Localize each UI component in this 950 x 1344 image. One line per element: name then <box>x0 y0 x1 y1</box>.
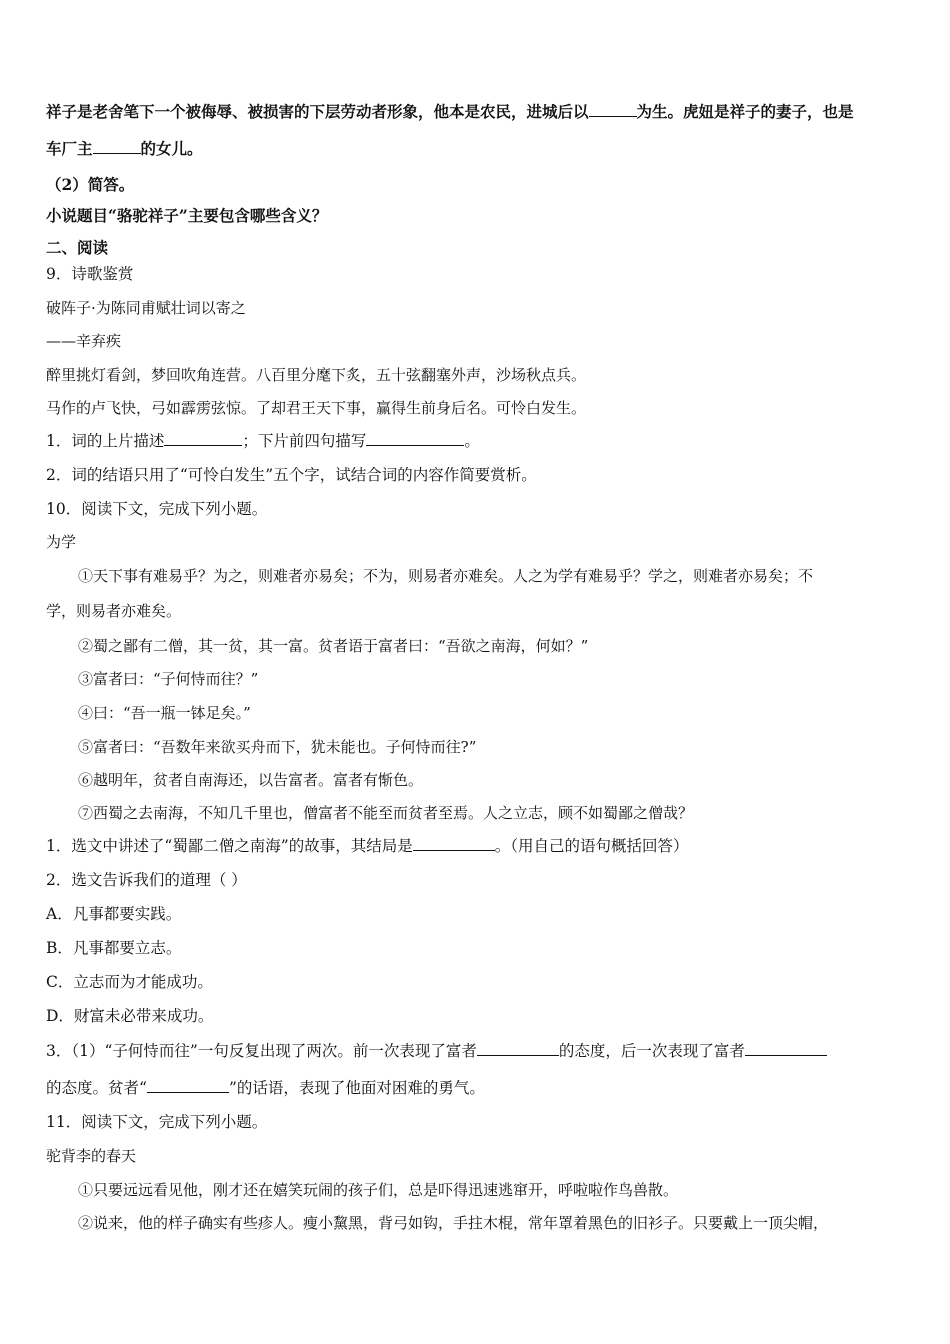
passage-paragraph-3: ③富者曰：“子何恃而往？” <box>78 670 259 688</box>
q10-q3-text-c: 的态度。贫者“ <box>46 1079 147 1097</box>
q8-text-b: 为生。虎妞是祥子的妻子，也是 <box>636 102 854 121</box>
passage-paragraph-7: ⑦西蜀之去南海，不知几千里也，僧富者不能至而贫者至焉。人之立志，顾不如蜀鄙之僧哉？ <box>78 804 694 822</box>
q10-question-3 <box>46 1040 908 1062</box>
poem-line-2: 马作的卢飞快，弓如霹雳弦惊。了却君王天下事，赢得生前身后名。可怜白发生。 <box>46 399 587 417</box>
option-c[interactable]: C．立志而为才能成功。 <box>46 973 213 991</box>
q10-q3-text-d: ”的话语，表现了他面对困难的勇气。 <box>228 1079 485 1097</box>
q8-text-c: 车厂主 <box>46 139 93 158</box>
q11-label: 11．阅读下文，完成下列小题。 <box>46 1113 268 1131</box>
q10-q3-text-b: 的态度，后一次表现了富者 <box>558 1042 745 1060</box>
poem-line-1: 醉里挑灯看剑，梦回吹角连营。八百里分麾下炙，五十弦翻塞外声，沙场秋点兵。 <box>46 366 587 384</box>
passage-paragraph-6: ⑥越明年，贫者自南海还，以告富者。富者有惭色。 <box>78 771 424 789</box>
q10-question-1 <box>46 835 908 857</box>
answer-blank[interactable] <box>147 1078 229 1093</box>
answer-blank[interactable] <box>413 836 495 851</box>
poem-author: ——辛弃疾 <box>46 332 122 350</box>
q10-q1-text-b: 。（用自己的语句概括回答） <box>494 837 689 855</box>
q9-question-2: 2．词的结语只用了“可怜白发生”五个字，试结合词的内容作简要赏析。 <box>46 466 537 484</box>
answer-blank[interactable] <box>589 102 637 117</box>
answer-blank[interactable] <box>477 1041 559 1056</box>
answer-blank[interactable] <box>745 1041 827 1056</box>
q10-q1-text-a: 1．选文中讲述了“蜀鄙二僧之南海”的故事，其结局是 <box>46 837 413 855</box>
answer-blank[interactable] <box>366 431 464 446</box>
q9-label: 9．诗歌鉴赏 <box>46 265 134 283</box>
q9-q1-text-b: ；下片前四句描写 <box>242 432 367 450</box>
section-heading: 二、阅读 <box>46 238 109 257</box>
q10-q3-text-a: 3．（1）“子何恃而往”一句反复出现了两次。前一次表现了富者 <box>46 1042 477 1060</box>
passage-paragraph-1: ①天下事有难易乎？为之，则难者亦易矣；不为，则易者亦难矣。人之为学有难易乎？学之，则难者亦易矣；不 <box>78 567 814 585</box>
q8-text-a: 祥子是老舍笔下一个被侮辱、被损害的下层劳动者形象，他本是农民，进城后以 <box>46 102 589 121</box>
q8-fill-line-1 <box>46 101 908 123</box>
q8-fill-line-2 <box>46 138 908 160</box>
q8-text-d: 的女儿。 <box>140 139 203 158</box>
option-a[interactable]: A．凡事都要实践。 <box>46 905 182 923</box>
option-d[interactable]: D．财富未必带来成功。 <box>46 1007 214 1025</box>
q9-q1-text-a: 1．词的上片描述 <box>46 432 165 450</box>
option-b[interactable]: B．凡事都要立志。 <box>46 939 182 957</box>
story-paragraph-1: ①只要远远看见他，刚才还在嬉笑玩闹的孩子们，总是吓得迅速逃窜开，呼啦啦作鸟兽散。 <box>78 1181 679 1199</box>
passage-paragraph-5: ⑤富者曰：“吾数年来欲买舟而下，犹未能也。子何恃而往?” <box>78 738 477 756</box>
q9-question-1 <box>46 430 908 452</box>
story-paragraph-2: ②说来，他的样子确实有些疹人。瘦小黧黑，背弓如钩，手拄木棍，常年罩着黑色的旧衫子。只要戴上一顶尖帽， <box>78 1214 829 1232</box>
passage-paragraph-4: ④曰：“吾一瓶一钵足矣。” <box>78 704 251 722</box>
q9-q1-text-c: 。 <box>464 432 480 450</box>
passage-paragraph-2: ②蜀之鄙有二僧，其一贫，其一富。贫者语于富者曰：“吾欲之南海，何如？” <box>78 637 589 655</box>
answer-blank[interactable] <box>93 139 141 154</box>
answer-blank[interactable] <box>164 431 242 446</box>
passage-paragraph-1-cont: 学，则易者亦难矣。 <box>46 602 182 620</box>
q8-sub2: （2）简答。 <box>46 175 135 194</box>
q8-question: 小说题目“骆驼祥子”主要包含哪些含义？ <box>46 206 328 225</box>
story-title: 驼背李的春天 <box>46 1147 137 1165</box>
q10-question-2: 2．选文告诉我们的道理（ ） <box>46 871 247 889</box>
poem-title: 破阵子·为陈同甫赋壮词以寄之 <box>46 299 246 317</box>
q10-question-3-cont <box>46 1077 908 1099</box>
passage-title: 为学 <box>46 533 77 551</box>
q10-label: 10．阅读下文，完成下列小题。 <box>46 500 268 518</box>
